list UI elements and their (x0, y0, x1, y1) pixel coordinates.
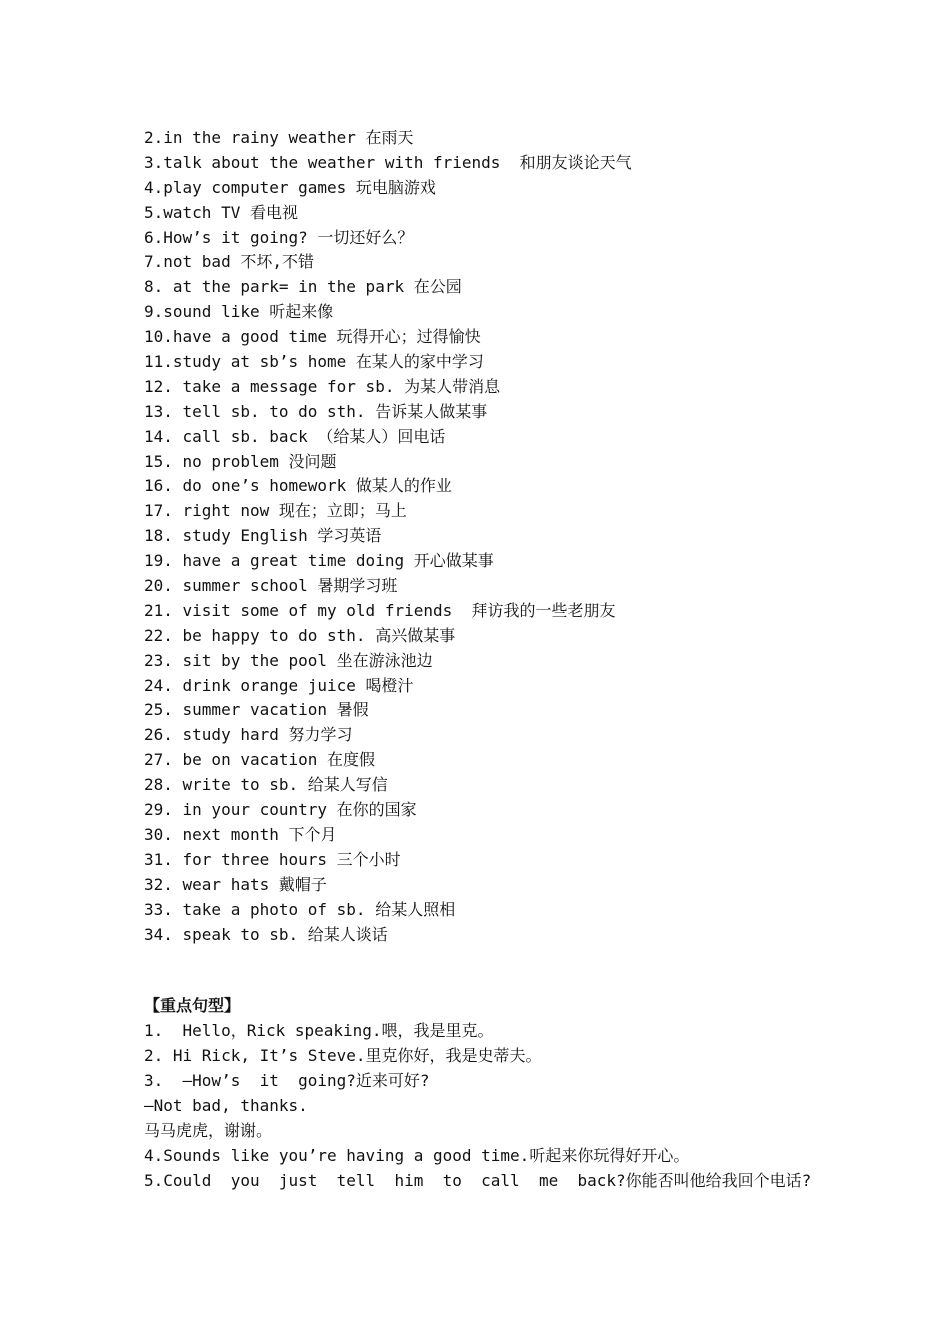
phrase-item: 11.study at sb’s home 在某人的家中学习 (144, 352, 484, 372)
phrase-item: 7.not bad 不坏,不错 (144, 252, 314, 272)
phrase-item: 30. next month 下个月 (144, 824, 337, 844)
phrase-item: 15. no problem 没问题 (144, 451, 337, 471)
sentence-item: 2. Hi Rick, It’s Steve.里克你好，我是史蒂夫。 (144, 1046, 542, 1066)
phrase-item: 16. do one’s homework 做某人的作业 (144, 476, 452, 496)
sentence-item: 5.Could you just tell him to call me back?你能否叫他给我回个电话? (144, 1170, 812, 1190)
phrase-item: 4.play computer games 玩电脑游戏 (144, 177, 436, 197)
phrase-item: 24. drink orange juice 喝橙汁 (144, 675, 414, 695)
phrase-item: 29. in your country 在你的国家 (144, 800, 417, 820)
phrase-item: 26. study hard 努力学习 (144, 725, 353, 745)
phrase-item: 23. sit by the pool 坐在游泳池边 (144, 650, 433, 670)
phrase-item: 25. summer vacation 暑假 (144, 700, 369, 720)
phrase-item: 6.How’s it going? 一切还好么？ (144, 227, 414, 247)
sentence-list (144, 1019, 844, 1193)
phrase-item: 14. call sb. back （给某人）回电话 (144, 426, 446, 446)
phrase-item: 18. study English 学习英语 (144, 526, 382, 546)
phrase-item: 5.watch TV 看电视 (144, 202, 298, 222)
phrase-item: 8. at the park= in the park 在公园 (144, 277, 462, 297)
phrase-item: 2.in the rainy weather 在雨天 (144, 128, 414, 147)
phrase-item: 21. visit some of my old friends 拜访我的一些老朋友 (144, 600, 616, 620)
phrase-list (144, 126, 844, 947)
phrase-item: 13. tell sb. to do sth. 告诉某人做某事 (144, 401, 488, 421)
sentence-reply-translation: 马马虎虎，谢谢。 (144, 1120, 273, 1140)
sentence-reply: —Not bad, thanks. (144, 1096, 308, 1116)
phrase-item: 32. wear hats 戴帽子 (144, 874, 327, 894)
phrase-item: 9.sound like 听起来像 (144, 302, 334, 322)
phrase-item: 31. for three hours 三个小时 (144, 849, 401, 869)
sentence-item: 3. —How’s it going?近来可好? (144, 1071, 430, 1091)
phrase-item: 28. write to sb. 给某人写信 (144, 775, 388, 795)
phrase-item: 3.talk about the weather with friends 和朋友谈论天气 (144, 152, 632, 172)
phrase-item: 27. be on vacation 在度假 (144, 750, 376, 770)
phrase-item: 20. summer school 暑期学习班 (144, 576, 398, 596)
phrase-item: 10.have a good time 玩得开心；过得愉快 (144, 327, 481, 347)
section-heading: 【重点句型】 (144, 996, 241, 1016)
sentence-item: 1. Hello，Rick speaking.喂，我是里克。 (144, 1021, 494, 1041)
document-content (144, 126, 844, 1194)
phrase-item: 17. right now 现在；立即；马上 (144, 501, 407, 521)
sentence-item: 4.Sounds like you’re having a good time.听起来你玩得好开心。 (144, 1145, 690, 1165)
phrase-item: 12. take a message for sb. 为某人带消息 (144, 376, 501, 396)
phrase-item: 22. be happy to do sth. 高兴做某事 (144, 625, 456, 645)
phrase-item: 19. have a great time doing 开心做某事 (144, 551, 494, 571)
phrase-item: 34. speak to sb. 给某人谈话 (144, 924, 388, 944)
phrase-item: 33. take a photo of sb. 给某人照相 (144, 899, 456, 919)
section-gap (144, 947, 844, 993)
